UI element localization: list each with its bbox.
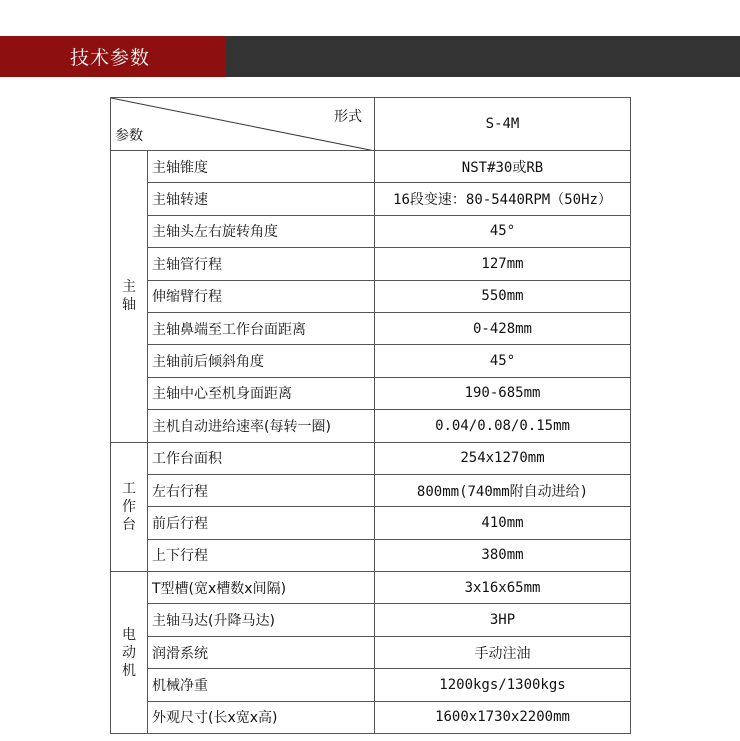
spec-table xyxy=(110,97,631,734)
section-title-tab xyxy=(0,36,226,77)
param-value: 手动注油 xyxy=(375,636,631,668)
group-label: 工作台 xyxy=(122,480,136,533)
param-name: 主机自动进给速率(每转一圈) xyxy=(148,410,375,442)
table-row xyxy=(111,604,631,636)
table-row xyxy=(111,377,631,409)
param-name: 上下行程 xyxy=(148,539,375,571)
table-row xyxy=(111,474,631,506)
param-name: 主轴鼻端至工作台面距离 xyxy=(148,312,375,344)
table-row xyxy=(111,572,631,604)
param-value: 410mm xyxy=(375,507,631,539)
table-row xyxy=(111,701,631,733)
param-value: 380mm xyxy=(375,539,631,571)
table-row xyxy=(111,215,631,247)
param-value: 45° xyxy=(375,345,631,377)
param-name: 主轴管行程 xyxy=(148,248,375,280)
header-form-label: 形式 xyxy=(334,109,362,125)
param-value: 127mm xyxy=(375,248,631,280)
param-value: 16段变速：80-5440RPM（50Hz） xyxy=(375,183,631,215)
param-name: 润滑系统 xyxy=(148,636,375,668)
param-value: NST#30或RB xyxy=(375,151,631,183)
param-name: 主轴前后倾斜角度 xyxy=(148,345,375,377)
group-label-cell xyxy=(111,442,148,572)
param-name: 左右行程 xyxy=(148,474,375,506)
param-value: 0.04/0.08/0.15mm xyxy=(375,410,631,442)
diagonal-header-cell xyxy=(111,98,375,151)
table-row xyxy=(111,410,631,442)
table-row xyxy=(111,636,631,668)
param-value: 3HP xyxy=(375,604,631,636)
param-name: 主轴头左右旋转角度 xyxy=(148,215,375,247)
section-header xyxy=(0,36,740,77)
group-label: 电动机 xyxy=(122,626,136,679)
param-value: 800mm(740mm附自动进给) xyxy=(375,474,631,506)
param-value: 190-685mm xyxy=(375,377,631,409)
param-value: 0-428mm xyxy=(375,312,631,344)
table-header-row xyxy=(111,98,631,151)
table-row xyxy=(111,183,631,215)
param-value: 1200kgs/1300kgs xyxy=(375,669,631,701)
header-param-label: 参数 xyxy=(115,128,143,144)
param-name: 外观尺寸(长x宽x高) xyxy=(148,701,375,733)
param-name: 前后行程 xyxy=(148,507,375,539)
table-row xyxy=(111,539,631,571)
group-label-cell xyxy=(111,151,148,443)
table-row xyxy=(111,507,631,539)
table-row xyxy=(111,151,631,183)
param-value: 550mm xyxy=(375,280,631,312)
table-row xyxy=(111,312,631,344)
section-title: 技术参数 xyxy=(70,47,151,69)
param-name: 主轴中心至机身面距离 xyxy=(148,377,375,409)
model-name: S-4M xyxy=(375,98,631,151)
table-row xyxy=(111,248,631,280)
param-name: 工作台面积 xyxy=(148,442,375,474)
param-value: 254x1270mm xyxy=(375,442,631,474)
param-name: 伸缩臂行程 xyxy=(148,280,375,312)
group-label: 主轴 xyxy=(122,279,136,314)
param-name: T型槽(宽x槽数x间隔) xyxy=(148,572,375,604)
table-row xyxy=(111,345,631,377)
param-value: 1600x1730x2200mm xyxy=(375,701,631,733)
table-row xyxy=(111,442,631,474)
param-name: 机械净重 xyxy=(148,669,375,701)
param-name: 主轴马达(升降马达) xyxy=(148,604,375,636)
param-value: 45° xyxy=(375,215,631,247)
table-row xyxy=(111,280,631,312)
param-name: 主轴锥度 xyxy=(148,151,375,183)
param-value: 3x16x65mm xyxy=(375,572,631,604)
table-row xyxy=(111,669,631,701)
param-name: 主轴转速 xyxy=(148,183,375,215)
group-label-cell xyxy=(111,572,148,734)
